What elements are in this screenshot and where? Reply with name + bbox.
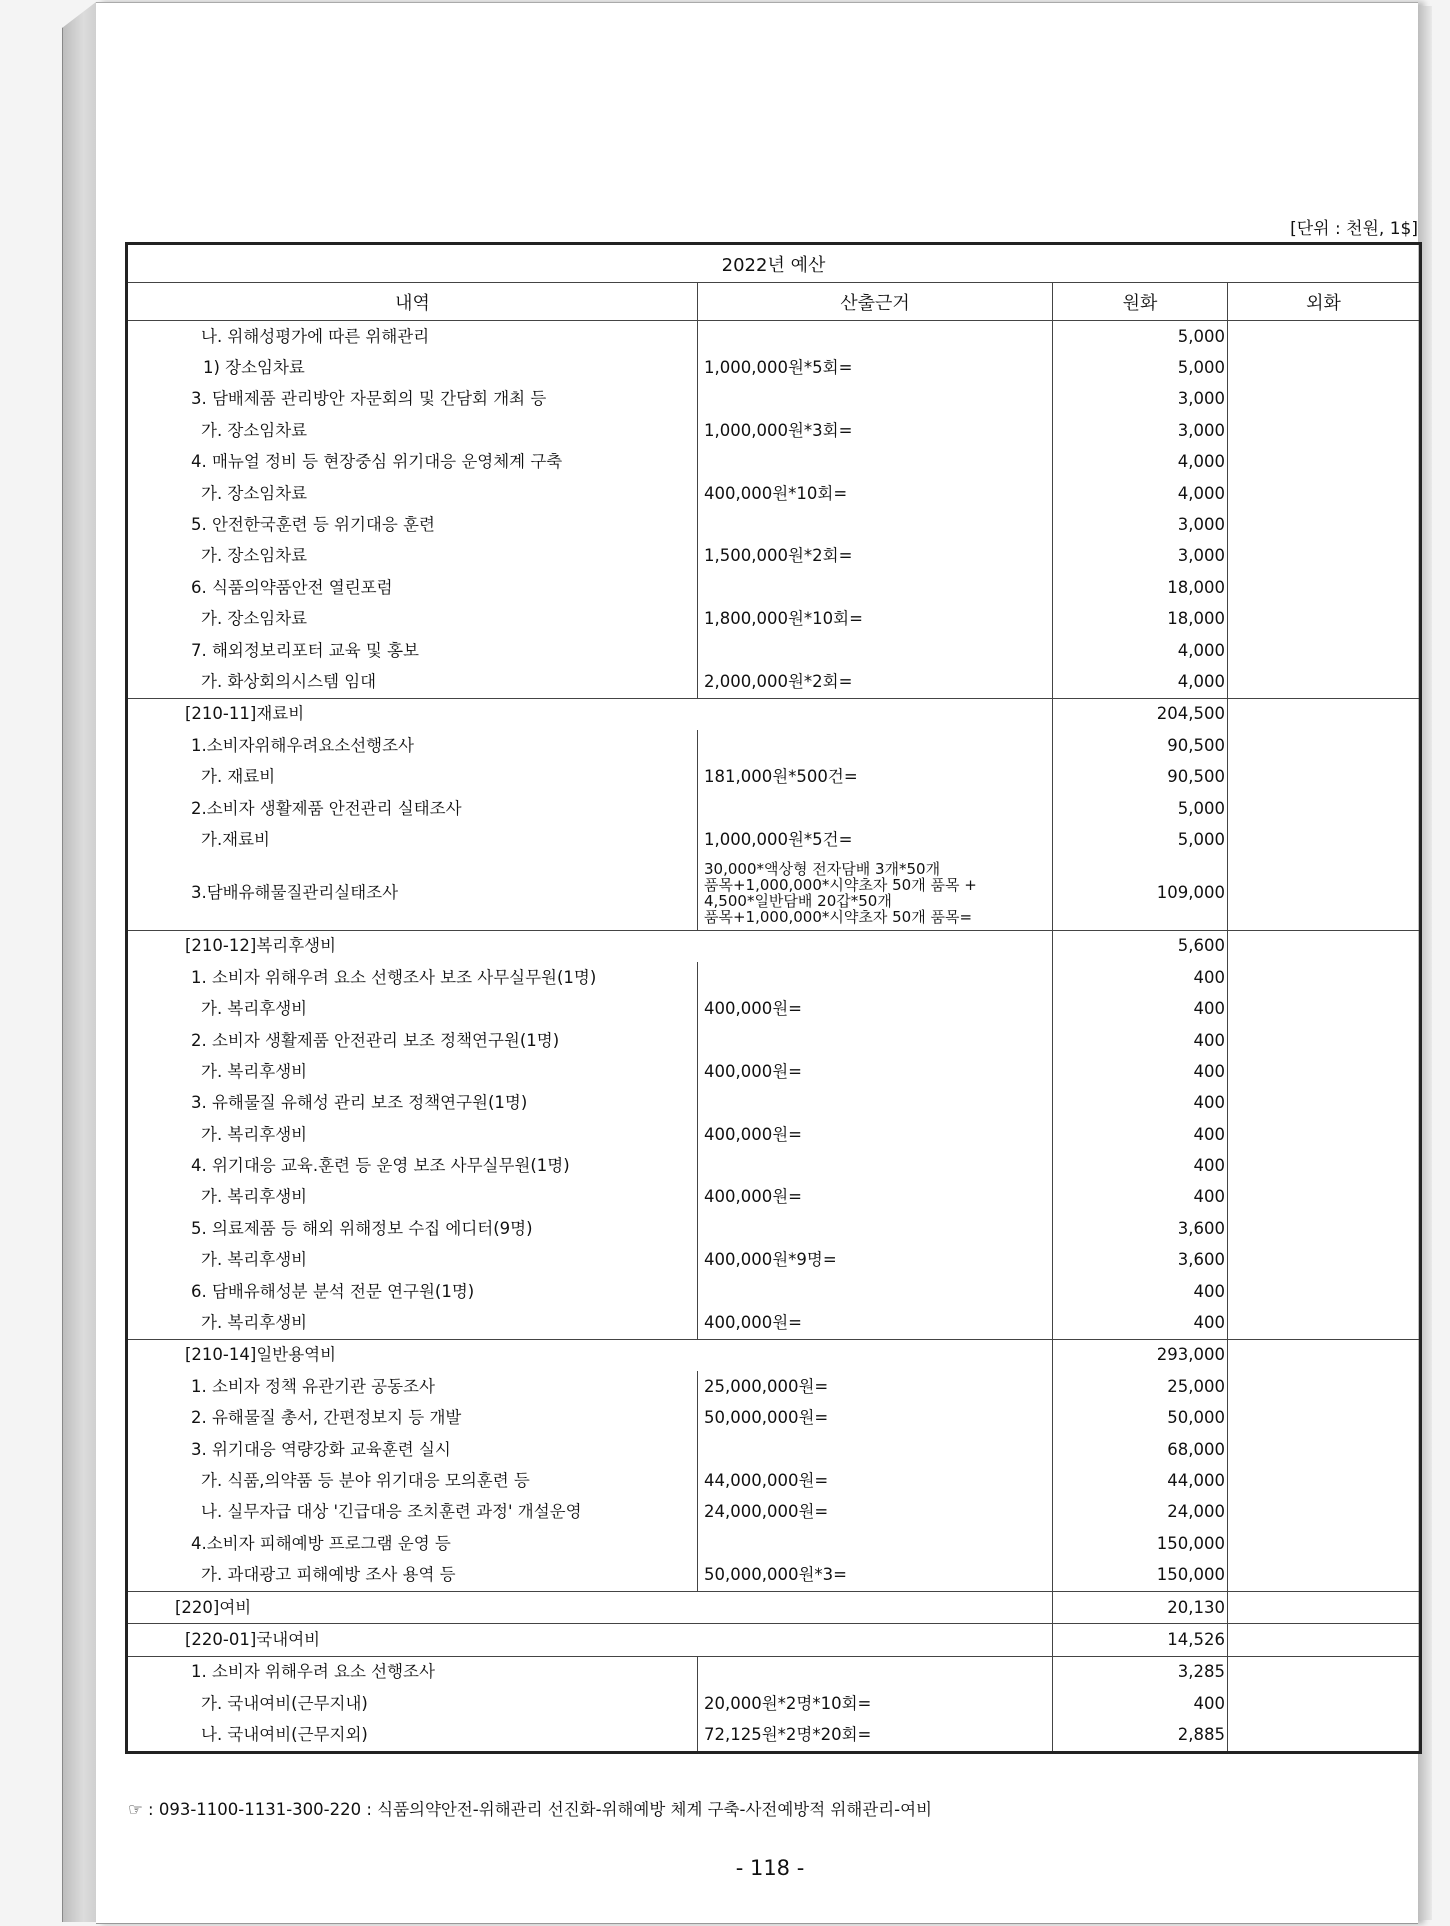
row-foreign	[1228, 1371, 1421, 1402]
table-row	[127, 761, 1421, 792]
row-foreign	[1228, 1119, 1421, 1150]
table-row	[127, 1719, 1421, 1752]
page-number: - 118 -	[735, 1856, 805, 1880]
table-row	[127, 1624, 1421, 1656]
row-basis: 50,000,000원*3=	[698, 1559, 1053, 1591]
row-basis: 44,000,000원=	[698, 1465, 1053, 1496]
row-foreign	[1228, 478, 1421, 509]
row-basis: 400,000원=	[698, 1307, 1053, 1339]
row-foreign	[1228, 1339, 1421, 1371]
row-desc: 3. 유해물질 유해성 관리 보조 정책연구원(1명)	[127, 1088, 698, 1119]
row-basis	[698, 447, 1053, 478]
row-foreign	[1228, 1656, 1421, 1688]
row-basis	[698, 698, 1053, 730]
table-row	[127, 793, 1421, 824]
row-basis: 1,000,000원*5회=	[698, 352, 1053, 383]
table-row	[127, 1025, 1421, 1056]
row-won: 150,000	[1053, 1528, 1228, 1559]
row-desc: 가. 장소임차료	[127, 415, 698, 446]
row-foreign	[1228, 604, 1421, 635]
row-won: 400	[1053, 1119, 1228, 1150]
header-desc: 내역	[127, 283, 698, 321]
table-title: 2022년 예산	[127, 244, 1421, 283]
row-basis: 50,000,000원=	[698, 1403, 1053, 1434]
row-desc: 1. 소비자 위해우려 요소 선행조사 보조 사무실무원(1명)	[127, 962, 698, 993]
row-desc: 3. 위기대응 역량강화 교육훈련 실시	[127, 1434, 698, 1465]
row-desc: 1) 장소임차료	[127, 352, 698, 383]
row-foreign	[1228, 1245, 1421, 1276]
table-row	[127, 1591, 1421, 1623]
row-foreign	[1228, 635, 1421, 666]
table-row	[127, 1339, 1421, 1371]
row-won: 400	[1053, 1276, 1228, 1307]
row-won: 44,000	[1053, 1465, 1228, 1496]
table-row	[127, 930, 1421, 962]
row-desc: 2. 소비자 생활제품 안전관리 보조 정책연구원(1명)	[127, 1025, 698, 1056]
table-row	[127, 1276, 1421, 1307]
row-won: 18,000	[1053, 572, 1228, 603]
row-basis: 400,000원*10회=	[698, 478, 1053, 509]
row-foreign	[1228, 1307, 1421, 1339]
row-desc: 1. 소비자 위해우려 요소 선행조사	[127, 1656, 698, 1688]
footnote: ☞ : 093-1100-1131-300-220 : 식품의약안전-위해관리 선진화-위해예방 체계 구축-사전예방적 위해관리-여비	[128, 1800, 933, 1819]
row-basis: 20,000원*2명*10회=	[698, 1688, 1053, 1719]
row-foreign	[1228, 1056, 1421, 1087]
row-foreign	[1228, 352, 1421, 383]
table-row	[127, 415, 1421, 446]
row-won: 400	[1053, 1307, 1228, 1339]
row-foreign	[1228, 962, 1421, 993]
row-desc: 가. 재료비	[127, 761, 698, 792]
table-row	[127, 1559, 1421, 1591]
table-row	[127, 1371, 1421, 1402]
row-desc: [210-12]복리후생비	[127, 930, 698, 962]
row-won: 3,000	[1053, 541, 1228, 572]
table-row	[127, 1150, 1421, 1181]
table-row	[127, 572, 1421, 603]
row-desc: 가. 복리후생비	[127, 993, 698, 1024]
table-row	[127, 1119, 1421, 1150]
table-row	[127, 447, 1421, 478]
table-row	[127, 1403, 1421, 1434]
row-won: 400	[1053, 1150, 1228, 1181]
table-row	[127, 730, 1421, 761]
row-desc: [220]여비	[127, 1591, 698, 1623]
row-won: 5,000	[1053, 793, 1228, 824]
row-desc: 가.재료비	[127, 824, 698, 855]
row-foreign	[1228, 1559, 1421, 1591]
row-won: 14,526	[1053, 1624, 1228, 1656]
basis-line: 4,500*일반담배 20갑*50개	[704, 891, 892, 910]
table-row	[127, 352, 1421, 383]
row-foreign	[1228, 730, 1421, 761]
row-foreign	[1228, 321, 1421, 353]
row-foreign	[1228, 1182, 1421, 1213]
basis-line: 30,000*액상형 전자담배 3개*50개	[704, 859, 941, 878]
row-foreign	[1228, 1591, 1421, 1623]
row-desc: 가. 복리후생비	[127, 1119, 698, 1150]
row-basis: 400,000원=	[698, 1119, 1053, 1150]
row-desc: 7. 해외정보리포터 교육 및 홍보	[127, 635, 698, 666]
row-won: 18,000	[1053, 604, 1228, 635]
row-basis	[698, 930, 1053, 962]
row-desc: 5. 의료제품 등 해외 위해정보 수집 에디터(9명)	[127, 1213, 698, 1244]
row-foreign	[1228, 698, 1421, 730]
budget-table-body	[127, 321, 1421, 1753]
row-foreign	[1228, 415, 1421, 446]
row-desc: 가. 복리후생비	[127, 1056, 698, 1087]
table-row	[127, 1245, 1421, 1276]
row-won: 68,000	[1053, 1434, 1228, 1465]
row-desc: [220-01]국내여비	[127, 1624, 698, 1656]
row-basis	[698, 730, 1053, 761]
row-won: 5,600	[1053, 930, 1228, 962]
header-foreign: 외화	[1228, 283, 1421, 321]
table-row	[127, 509, 1421, 540]
row-basis	[698, 962, 1053, 993]
row-won: 400	[1053, 962, 1228, 993]
row-won: 4,000	[1053, 666, 1228, 698]
row-foreign	[1228, 666, 1421, 698]
row-foreign	[1228, 930, 1421, 962]
row-basis: 1,800,000원*10회=	[698, 604, 1053, 635]
row-basis	[698, 1528, 1053, 1559]
row-foreign	[1228, 1213, 1421, 1244]
table-row	[127, 1528, 1421, 1559]
row-basis: 24,000,000원=	[698, 1497, 1053, 1528]
row-foreign	[1228, 856, 1421, 931]
row-won: 5,000	[1053, 824, 1228, 855]
table-row	[127, 824, 1421, 855]
row-foreign	[1228, 1150, 1421, 1181]
row-basis: 72,125원*2명*20회=	[698, 1719, 1053, 1752]
row-desc: 1. 소비자 정책 유관기관 공동조사	[127, 1371, 698, 1402]
row-won: 4,000	[1053, 635, 1228, 666]
booklet-spine	[62, 2, 98, 1922]
table-row	[127, 321, 1421, 353]
row-basis	[698, 1088, 1053, 1119]
row-won: 400	[1053, 1025, 1228, 1056]
table-row	[127, 698, 1421, 730]
row-basis	[698, 1150, 1053, 1181]
row-basis	[698, 1025, 1053, 1056]
row-desc: [210-11]재료비	[127, 698, 698, 730]
row-foreign	[1228, 761, 1421, 792]
row-desc: 2.소비자 생활제품 안전관리 실태조사	[127, 793, 698, 824]
row-basis	[698, 793, 1053, 824]
table-row	[127, 1656, 1421, 1688]
row-desc: 가. 복리후생비	[127, 1307, 698, 1339]
table-row	[127, 384, 1421, 415]
row-desc: 가. 식품,의약품 등 분야 위기대응 모의훈련 등	[127, 1465, 698, 1496]
row-foreign	[1228, 509, 1421, 540]
row-desc: 가. 화상회의시스템 임대	[127, 666, 698, 698]
row-basis: 2,000,000원*2회=	[698, 666, 1053, 698]
row-foreign	[1228, 447, 1421, 478]
row-won: 4,000	[1053, 447, 1228, 478]
table-row	[127, 478, 1421, 509]
table-row	[127, 604, 1421, 635]
table-row	[127, 1056, 1421, 1087]
row-won: 5,000	[1053, 321, 1228, 353]
row-foreign	[1228, 572, 1421, 603]
row-foreign	[1228, 1528, 1421, 1559]
table-row	[127, 1434, 1421, 1465]
row-won: 3,000	[1053, 384, 1228, 415]
row-desc: 4. 매뉴얼 정비 등 현장중심 위기대응 운영체계 구축	[127, 447, 698, 478]
row-foreign	[1228, 793, 1421, 824]
row-desc: 가. 과대광고 피해예방 조사 용역 등	[127, 1559, 698, 1591]
row-basis: 1,000,000원*3회=	[698, 415, 1053, 446]
table-row	[127, 1497, 1421, 1528]
row-won: 293,000	[1053, 1339, 1228, 1371]
row-desc: 3. 담배제품 관리방안 자문회의 및 간담회 개최 등	[127, 384, 698, 415]
row-foreign	[1228, 1276, 1421, 1307]
table-row	[127, 541, 1421, 572]
row-desc: 4.소비자 피해예방 프로그램 운영 등	[127, 1528, 698, 1559]
row-desc: 4. 위기대응 교육.훈련 등 운영 보조 사무실무원(1명)	[127, 1150, 698, 1181]
row-won: 3,000	[1053, 415, 1228, 446]
row-won: 400	[1053, 993, 1228, 1024]
row-won: 204,500	[1053, 698, 1228, 730]
row-foreign	[1228, 1719, 1421, 1752]
row-basis	[698, 1624, 1053, 1656]
table-row	[127, 1182, 1421, 1213]
row-foreign	[1228, 541, 1421, 572]
row-desc: 2. 유해물질 총서, 간편정보지 등 개발	[127, 1403, 698, 1434]
row-basis	[698, 635, 1053, 666]
row-basis: 400,000원*9명=	[698, 1245, 1053, 1276]
table-row	[127, 1307, 1421, 1339]
table-row	[127, 1688, 1421, 1719]
row-won: 3,600	[1053, 1245, 1228, 1276]
row-basis: 400,000원=	[698, 1182, 1053, 1213]
row-desc: 6. 담배유해성분 분석 전문 연구원(1명)	[127, 1276, 698, 1307]
budget-table	[125, 242, 1422, 1754]
row-won: 150,000	[1053, 1559, 1228, 1591]
row-desc: 6. 식품의약품안전 열린포럼	[127, 572, 698, 603]
row-basis: 400,000원=	[698, 1056, 1053, 1087]
table-row	[127, 962, 1421, 993]
table-row	[127, 856, 1421, 931]
row-desc: 나. 국내여비(근무지외)	[127, 1719, 698, 1752]
row-won: 4,000	[1053, 478, 1228, 509]
row-desc: 가. 장소임차료	[127, 604, 698, 635]
row-basis	[698, 1213, 1053, 1244]
row-desc: 가. 복리후생비	[127, 1245, 698, 1276]
row-basis: 25,000,000원=	[698, 1371, 1053, 1402]
row-foreign	[1228, 1465, 1421, 1496]
row-foreign	[1228, 993, 1421, 1024]
basis-line: 품목+1,000,000*시약초자 50개 품목=	[704, 907, 973, 926]
row-won: 20,130	[1053, 1591, 1228, 1623]
row-foreign	[1228, 1088, 1421, 1119]
row-won: 400	[1053, 1688, 1228, 1719]
row-won: 2,885	[1053, 1719, 1228, 1752]
row-basis	[698, 1656, 1053, 1688]
row-won: 90,500	[1053, 761, 1228, 792]
row-basis: 1,000,000원*5건=	[698, 824, 1053, 855]
header-basis: 산출근거	[698, 283, 1053, 321]
table-row	[127, 993, 1421, 1024]
row-won: 3,000	[1053, 509, 1228, 540]
row-won: 3,600	[1053, 1213, 1228, 1244]
row-basis: 1,500,000원*2회=	[698, 541, 1053, 572]
row-won: 90,500	[1053, 730, 1228, 761]
unit-label: [단위 : 천원, 1$]	[1290, 219, 1418, 239]
row-basis	[698, 1434, 1053, 1465]
row-desc: [210-14]일반용역비	[127, 1339, 698, 1371]
row-won: 400	[1053, 1056, 1228, 1087]
row-foreign	[1228, 1497, 1421, 1528]
row-desc: 가. 장소임차료	[127, 541, 698, 572]
row-desc: 5. 안전한국훈련 등 위기대응 훈련	[127, 509, 698, 540]
row-desc: 1.소비자위해우려요소선행조사	[127, 730, 698, 761]
spine-corner	[62, 2, 96, 28]
row-basis	[698, 384, 1053, 415]
table-row	[127, 666, 1421, 698]
row-won: 109,000	[1053, 856, 1228, 931]
row-foreign	[1228, 1403, 1421, 1434]
header-won: 원화	[1053, 283, 1228, 321]
row-desc: 가. 국내여비(근무지내)	[127, 1688, 698, 1719]
row-desc: 3.담배유해물질관리실태조사	[127, 856, 698, 931]
row-desc: 나. 실무자급 대상 '긴급대응 조치훈련 과정' 개설운영	[127, 1497, 698, 1528]
row-won: 24,000	[1053, 1497, 1228, 1528]
table-row	[127, 1213, 1421, 1244]
row-won: 5,000	[1053, 352, 1228, 383]
row-foreign	[1228, 1624, 1421, 1656]
row-foreign	[1228, 1025, 1421, 1056]
row-foreign	[1228, 1434, 1421, 1465]
row-basis: 400,000원=	[698, 993, 1053, 1024]
row-basis	[698, 856, 1053, 931]
row-desc: 가. 복리후생비	[127, 1182, 698, 1213]
table-row	[127, 1088, 1421, 1119]
row-desc: 가. 장소임차료	[127, 478, 698, 509]
row-desc: 나. 위해성평가에 따른 위해관리	[127, 321, 698, 353]
table-row	[127, 1465, 1421, 1496]
row-foreign	[1228, 384, 1421, 415]
row-won: 3,285	[1053, 1656, 1228, 1688]
row-basis	[698, 321, 1053, 353]
row-basis	[698, 572, 1053, 603]
basis-line: 품목+1,000,000*시약초자 50개 품목 +	[704, 875, 977, 894]
table-row	[127, 635, 1421, 666]
row-basis	[698, 1276, 1053, 1307]
row-won: 50,000	[1053, 1403, 1228, 1434]
row-basis	[698, 509, 1053, 540]
row-foreign	[1228, 1688, 1421, 1719]
row-basis: 181,000원*500건=	[698, 761, 1053, 792]
row-won: 25,000	[1053, 1371, 1228, 1402]
row-won: 400	[1053, 1088, 1228, 1119]
row-won: 400	[1053, 1182, 1228, 1213]
row-basis	[698, 1339, 1053, 1371]
row-basis	[698, 1591, 1053, 1623]
row-foreign	[1228, 824, 1421, 855]
